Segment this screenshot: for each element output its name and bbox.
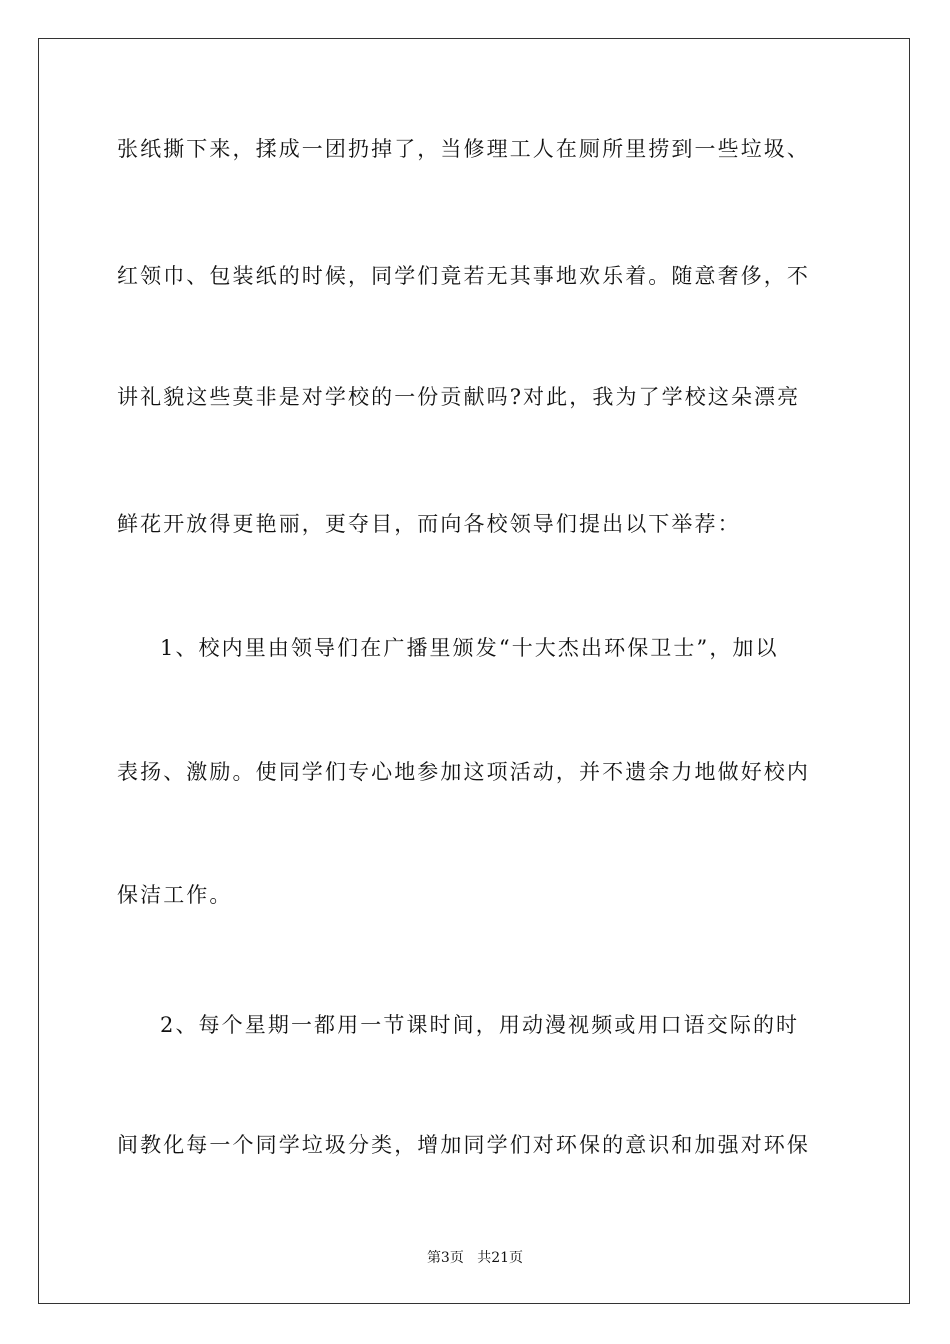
paragraph-line: 间教化每一个同学垃圾分类，增加同学们对环保的意识和加强对环保 [117,1133,810,1157]
total-pages: 共21页 [477,1250,524,1266]
paragraph-line: 保洁工作。 [117,883,233,907]
page-frame [38,38,910,1304]
paragraph-line: 1、校内里由领导们在广播里颁发“十大杰出环保卫士”，加以 [160,636,779,660]
paragraph-line: 讲礼貌这些莫非是对学校的一份贡献吗?对此，我为了学校这朵漂亮 [117,385,801,409]
paragraph-line: 红领巾、包装纸的时候，同学们竟若无其事地欢乐着。随意奢侈，不 [117,264,810,288]
page-number: 第3页 [426,1250,464,1266]
paragraph-line: 2、每个星期一都用一节课时间，用动漫视频或用口语交际的时 [160,1013,800,1037]
paragraph-line: 表扬、激励。使同学们专心地参加这项活动，并不遗余力地做好校内 [117,760,810,784]
paragraph-line: 鲜花开放得更艳丽，更夺目，而向各校领导们提出以下举荐： [117,512,741,536]
paragraph-line: 张纸撕下来，揉成一团扔掉了，当修理工人在厕所里捞到一些垃圾、 [117,137,810,161]
page-footer [0,1248,950,1268]
